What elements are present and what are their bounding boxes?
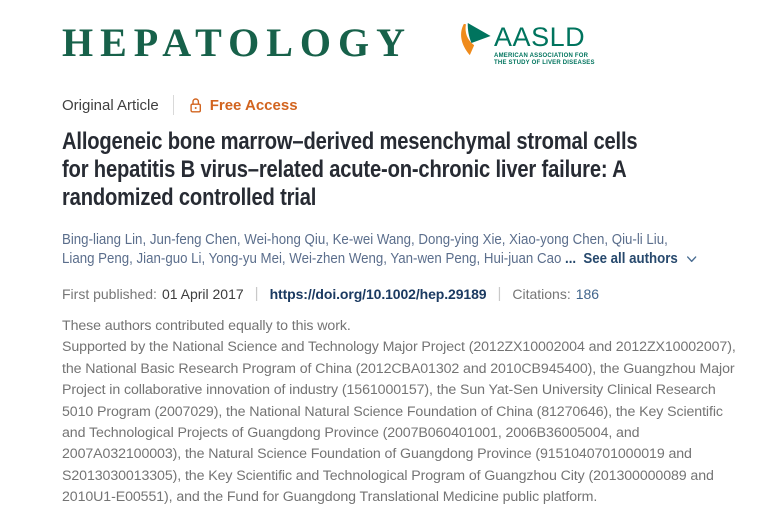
authors-ellipsis: ... xyxy=(565,250,577,267)
free-access-label: Free Access xyxy=(209,96,298,114)
aasld-text-block xyxy=(494,23,595,66)
author-list-line2 xyxy=(62,249,678,268)
article-title-line1: Allogeneic bone marrow–derived mesenchymal stromal cells xyxy=(62,128,638,155)
article-notes xyxy=(62,316,740,509)
lock-open-icon xyxy=(188,97,203,114)
author-list-line2-names: Liang Peng, Jian-guo Li, Yong-yu Mei, Wei-zhen Weng, Yan-wen Peng, Hui-juan Cao xyxy=(62,250,562,267)
aasld-tagline-line2: THE STUDY OF LIVER DISEASES xyxy=(494,59,595,66)
aasld-tagline-line1: AMERICAN ASSOCIATION FOR xyxy=(494,53,589,59)
see-all-authors-button[interactable]: See all authors xyxy=(583,250,678,267)
aasld-tagline xyxy=(494,53,595,66)
vertical-divider xyxy=(173,95,174,115)
divider-pipe: | xyxy=(254,285,259,302)
citations-label: Citations: xyxy=(512,285,571,302)
article-title-line3: randomized controlled trial xyxy=(62,184,317,211)
article-title xyxy=(62,128,740,212)
aasld-logo xyxy=(454,23,595,66)
first-published-label: First published: xyxy=(62,285,157,302)
aasld-swoosh-icon xyxy=(454,23,491,56)
funding-note: Supported by the National Science and Technology Major Project (2012ZX10002004 and 2012ZX10002007), the National Basic Research Program of China (2012CBA01302 and 2010CB945400), the Guangzhou Major Project in collaborative innovation of industry (1561000157), the Sun Yat-Sen University Clinical Research 5010 Program (2007029), the National Natural Science Foundation of China (81270646), the Key Scientific and Technological Projects of Guangdong Province (2007B060401001, 2006B36005004, and 2007A032100003), the Natural Science Foundation of Guangdong Province (9151040701000019 and S2013030013305), the Key Scientific and Technological Program of Guangzhou City (201300000089 and 2010U1-E00551), and the Fund for Guangdong Translational Medicine public platform. xyxy=(62,339,736,506)
chevron-down-icon[interactable] xyxy=(687,249,697,268)
publication-date: 01 April 2017 xyxy=(161,285,244,302)
article-type-label: Original Article xyxy=(62,96,159,114)
author-list-line1: Bing-liang Lin, Jun-feng Chen, Wei-hong Qiu, Ke-wei Wang, Dong-ying Xie, Xiao-yong Chen, Qiu-li Liu, xyxy=(62,231,668,248)
author-list xyxy=(62,230,740,268)
divider-pipe: | xyxy=(497,285,502,302)
access-badge xyxy=(188,97,298,114)
publication-info-row xyxy=(62,285,740,302)
article-title-line2: for hepatitis B virus–related acute-on-chronic liver failure: A xyxy=(62,156,627,183)
journal-logo-hepatology[interactable]: HEPATOLOGY xyxy=(62,20,413,65)
article-meta-row xyxy=(62,95,740,115)
aasld-acronym: AASLD xyxy=(494,22,586,52)
citations-count-link[interactable]: 186 xyxy=(575,285,600,302)
equal-contribution-note: These authors contributed equally to this work. xyxy=(62,318,351,334)
doi-link[interactable]: https://doi.org/10.1002/hep.29189 xyxy=(269,285,487,302)
journal-branding-header xyxy=(62,20,740,70)
